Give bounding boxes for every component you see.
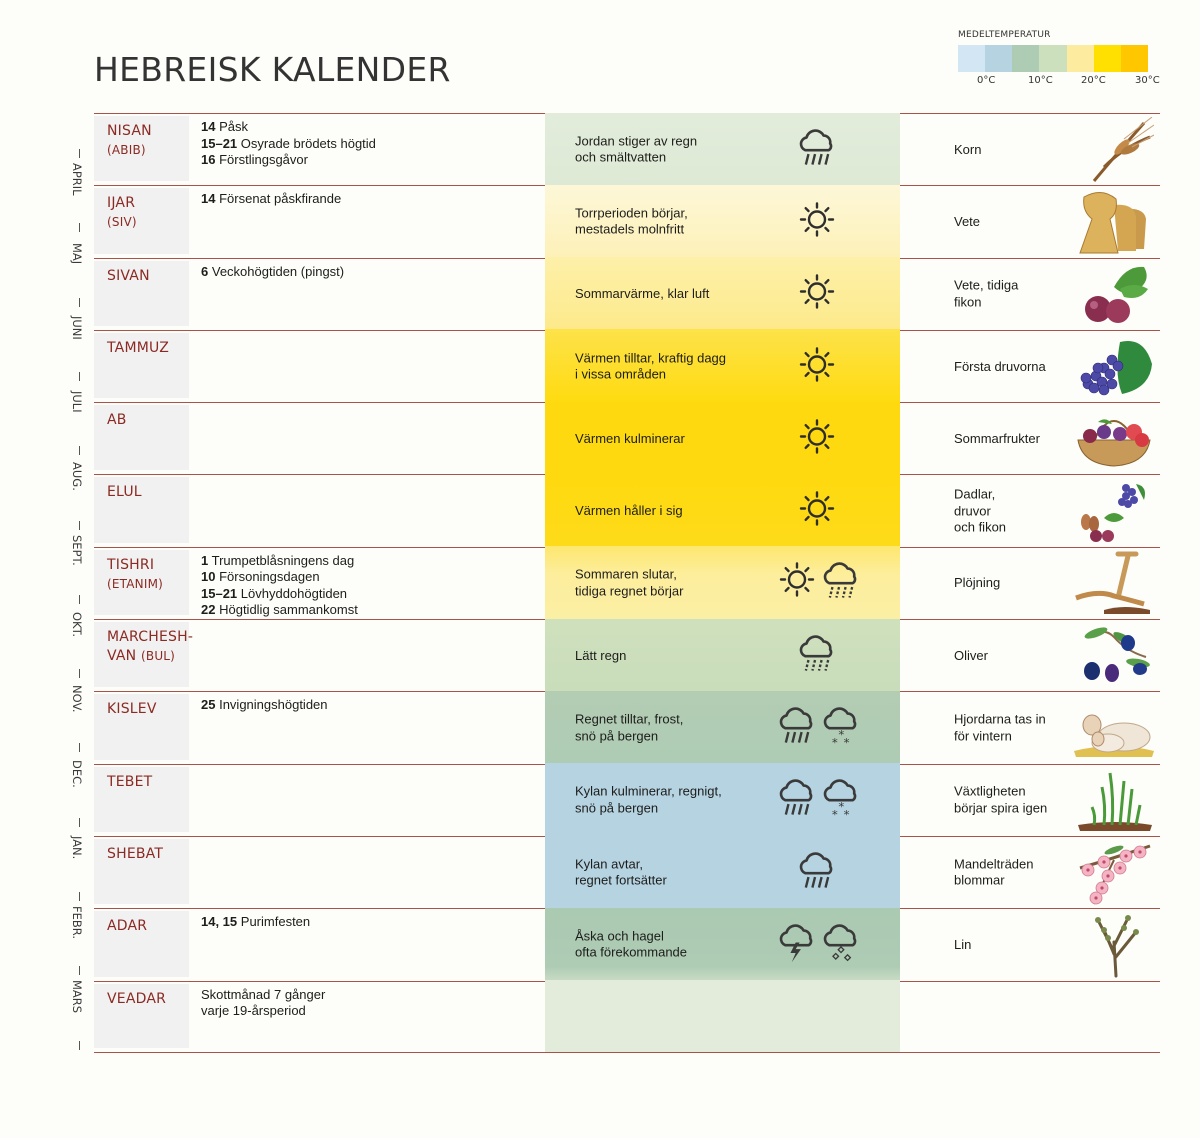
hebrew-month-name: AB bbox=[107, 412, 127, 429]
hebrew-month-name: TISHRI (ETANIM) bbox=[107, 556, 164, 591]
month-name-cell bbox=[94, 911, 189, 976]
legend-swatch bbox=[1094, 45, 1121, 72]
svg-text:*: * bbox=[843, 807, 850, 819]
hebrew-month-name: KISLEV bbox=[107, 701, 157, 718]
hebrew-month-name: TEBET bbox=[107, 773, 153, 790]
gregorian-tick bbox=[79, 521, 80, 530]
month-row bbox=[94, 764, 1160, 836]
month-name-cell bbox=[94, 694, 189, 759]
legend-swatch bbox=[1012, 45, 1039, 72]
calendar-table bbox=[94, 113, 1160, 1053]
legend-swatch bbox=[958, 45, 985, 72]
legend-swatch bbox=[985, 45, 1012, 72]
crop-description: Dadlar, druvor och fikon bbox=[954, 486, 1007, 535]
gregorian-month-label: APRIL bbox=[70, 162, 84, 196]
month-name-cell bbox=[94, 405, 189, 470]
sprouts-icon bbox=[1074, 767, 1154, 833]
gregorian-month-label: JULI bbox=[70, 391, 84, 413]
almond-blossom-icon bbox=[1074, 840, 1154, 906]
month-row bbox=[94, 402, 1160, 474]
crop-description: Vete, tidiga fikon bbox=[954, 277, 1019, 310]
weather-description: Lätt regn bbox=[575, 647, 627, 663]
gregorian-month-label: MARS bbox=[70, 979, 84, 1013]
festival-item: 15–21 Lövhyddohögtiden bbox=[201, 585, 348, 601]
weather-icons bbox=[797, 344, 837, 389]
rain-cloud-icon bbox=[797, 126, 837, 173]
legend-ticks bbox=[958, 75, 1168, 91]
month-name-cell bbox=[94, 333, 189, 398]
gregorian-tick bbox=[79, 372, 80, 381]
legend-tick: 20°C bbox=[1081, 75, 1106, 86]
dates-grapes-figs-icon bbox=[1074, 478, 1154, 544]
month-row bbox=[94, 474, 1160, 546]
weather-description: Kylan kulminerar, regnigt, snö på bergen bbox=[575, 783, 722, 816]
weather-icons bbox=[777, 921, 861, 968]
wheat-sheaves-icon bbox=[1074, 189, 1154, 255]
sun-icon bbox=[797, 489, 837, 534]
month-row bbox=[94, 691, 1160, 763]
crop-description: Korn bbox=[954, 141, 982, 157]
rain-cloud-icon bbox=[777, 777, 817, 824]
month-name-cell bbox=[94, 839, 189, 904]
gregorian-month-label: JAN. bbox=[70, 836, 84, 860]
crop-description: Lin bbox=[954, 936, 972, 952]
month-row bbox=[94, 330, 1160, 402]
month-name-cell bbox=[94, 477, 189, 542]
light-rain-cloud-icon bbox=[797, 632, 837, 679]
plow-icon bbox=[1074, 550, 1154, 616]
gregorian-tick bbox=[79, 818, 80, 827]
crop-description: Mandelträden blommar bbox=[954, 856, 1034, 888]
crop-description: Växtligheten börjar spira igen bbox=[954, 783, 1048, 816]
month-name-cell bbox=[94, 550, 189, 615]
weather-icons bbox=[797, 126, 837, 173]
month-row bbox=[94, 185, 1160, 257]
barley-icon bbox=[1074, 117, 1154, 183]
figs-icon bbox=[1074, 261, 1154, 327]
crop-description: Plöjning bbox=[954, 575, 1001, 591]
month-row bbox=[94, 547, 1160, 619]
hebrew-month-name: ADAR bbox=[107, 918, 148, 935]
legend-tick: 30°C bbox=[1135, 75, 1160, 86]
month-name-cell bbox=[94, 984, 189, 1048]
weather-icons bbox=[777, 777, 861, 824]
month-name-cell bbox=[94, 767, 189, 832]
gregorian-tick bbox=[79, 669, 80, 678]
hebrew-month-name: TAMMUZ bbox=[107, 339, 169, 356]
flax-icon bbox=[1074, 912, 1154, 978]
hebrew-month-name: NISAN (ABIB) bbox=[107, 123, 152, 157]
weather-icons bbox=[797, 416, 837, 461]
gregorian-month-label: DEC. bbox=[70, 759, 84, 788]
gregorian-month-label: SEPT. bbox=[70, 535, 84, 567]
gregorian-tick bbox=[79, 298, 80, 307]
sun-icon bbox=[797, 344, 837, 389]
weather-icons bbox=[797, 849, 837, 896]
festival-item: varje 19-årsperiod bbox=[201, 1003, 306, 1019]
month-name-cell bbox=[94, 622, 194, 687]
legend-color-bar bbox=[958, 45, 1148, 72]
festival-item: 16 Förstlingsgåvor bbox=[201, 152, 308, 167]
festival-list bbox=[201, 119, 376, 169]
light-rain-cloud-icon bbox=[821, 560, 861, 607]
weather-description: Värmen håller i sig bbox=[575, 502, 683, 518]
thunder-cloud-icon bbox=[777, 921, 817, 968]
gregorian-tick bbox=[79, 595, 80, 604]
gregorian-tick bbox=[79, 966, 80, 975]
legend-swatch bbox=[1121, 45, 1148, 72]
sun-icon bbox=[797, 199, 837, 244]
weather-icons bbox=[777, 705, 861, 752]
festival-item: 25 Invigningshögtiden bbox=[201, 697, 328, 713]
rain-cloud-icon bbox=[777, 705, 817, 752]
festival-item: 14 Påsk bbox=[201, 119, 248, 134]
weather-icons bbox=[797, 489, 837, 534]
festival-item: 15–21 Osyrade brödets högtid bbox=[201, 135, 376, 151]
gregorian-tick bbox=[79, 223, 80, 232]
legend-swatch bbox=[1067, 45, 1094, 72]
hebrew-month-name: MARCHESH- VAN (BUL) bbox=[107, 629, 194, 665]
gregorian-tick bbox=[79, 149, 80, 158]
festival-item: 14, 15 Purimfesten bbox=[201, 914, 311, 930]
hebrew-month-name: IJAR (SIV) bbox=[107, 195, 137, 230]
month-row bbox=[94, 836, 1160, 908]
weather-description: Regnet tilltar, frost, snö på bergen bbox=[575, 711, 684, 744]
month-row bbox=[94, 908, 1160, 980]
weather-description: Sommaren slutar, tidiga regnet börjar bbox=[575, 566, 684, 599]
legend-tick: 10°C bbox=[1028, 75, 1053, 86]
sun-icon bbox=[797, 416, 837, 461]
festival-list bbox=[201, 914, 310, 931]
snow-cloud-icon bbox=[821, 705, 861, 752]
svg-text:*: * bbox=[838, 799, 845, 814]
crop-description: Sommarfrukter bbox=[954, 430, 1040, 446]
fruit-basket-icon bbox=[1074, 406, 1154, 472]
festival-list bbox=[201, 264, 344, 281]
sun-icon bbox=[797, 272, 837, 317]
snow-cloud-icon bbox=[821, 777, 861, 824]
svg-text:*: * bbox=[831, 807, 838, 819]
gregorian-month-label: AUG. bbox=[70, 461, 84, 491]
month-name-cell bbox=[94, 261, 189, 326]
festival-list bbox=[201, 697, 328, 714]
weather-description: Jordan stiger av regn och smältvatten bbox=[575, 133, 698, 165]
hebrew-month-name: SIVAN bbox=[107, 267, 150, 284]
weather-icons bbox=[797, 632, 837, 679]
gregorian-month-label: FEBR. bbox=[70, 905, 84, 939]
gregorian-tick bbox=[79, 1041, 80, 1050]
gregorian-tick bbox=[79, 743, 80, 752]
grapes-icon bbox=[1074, 334, 1154, 400]
weather-description: Sommarvärme, klar luft bbox=[575, 285, 710, 301]
legend-tick: 0°C bbox=[977, 75, 996, 86]
gregorian-tick bbox=[79, 892, 80, 901]
weather-description: Åska och hagel ofta förekommande bbox=[575, 928, 688, 960]
festival-item: 22 Högtidlig sammankomst bbox=[201, 602, 358, 618]
legend-title: MEDELTEMPERATUR bbox=[958, 30, 1051, 40]
weather-cell bbox=[545, 980, 900, 1052]
svg-text:*: * bbox=[843, 735, 850, 747]
gregorian-month-axis bbox=[62, 113, 92, 1053]
hail-cloud-icon bbox=[821, 921, 861, 968]
festival-item: 14 Försenat påskfirande bbox=[201, 191, 342, 207]
festival-list bbox=[201, 191, 341, 208]
gregorian-month-label: NOV. bbox=[70, 685, 84, 713]
month-name-cell bbox=[94, 188, 189, 253]
gregorian-month-label: JUNI bbox=[70, 315, 84, 340]
month-row bbox=[94, 258, 1160, 330]
weather-icons bbox=[797, 272, 837, 317]
gregorian-tick bbox=[79, 446, 80, 455]
weather-description: Kylan avtar, regnet fortsätter bbox=[575, 856, 667, 888]
temperature-legend bbox=[958, 30, 1168, 91]
weather-description: Värmen kulminerar bbox=[575, 430, 685, 446]
sun-icon bbox=[777, 560, 817, 607]
crop-description: Vete bbox=[954, 213, 981, 229]
svg-text:*: * bbox=[831, 735, 838, 747]
olives-icon bbox=[1074, 623, 1154, 689]
festival-item: Skottmånad 7 gånger bbox=[201, 986, 326, 1002]
hebrew-month-name: SHEBAT bbox=[107, 845, 164, 862]
festival-item: 10 Försoningsdagen bbox=[201, 569, 320, 585]
sheep-icon bbox=[1074, 695, 1154, 761]
festival-item: 6 Veckohögtiden (pingst) bbox=[201, 263, 345, 279]
month-row bbox=[94, 113, 1160, 185]
crop-description: Första druvorna bbox=[954, 358, 1046, 374]
hebrew-month-name: ELUL bbox=[107, 484, 142, 501]
rain-cloud-icon bbox=[797, 849, 837, 896]
weather-description: Värmen tilltar, kraftig dagg i vissa områden bbox=[575, 350, 727, 382]
svg-text:*: * bbox=[838, 727, 845, 742]
festival-list bbox=[201, 987, 325, 1020]
weather-icons bbox=[777, 560, 861, 607]
festival-list bbox=[201, 553, 358, 619]
gregorian-month-label: OKT. bbox=[70, 612, 84, 638]
month-row bbox=[94, 981, 1160, 1053]
page-title: HEBREISK KALENDER bbox=[94, 50, 451, 89]
legend-swatch bbox=[1039, 45, 1066, 72]
weather-icons bbox=[797, 199, 837, 244]
festival-item: 1 Trumpetblåsningens dag bbox=[201, 552, 355, 568]
crop-description: Hjordarna tas in för vintern bbox=[954, 711, 1046, 744]
month-name-cell bbox=[94, 116, 189, 181]
hebrew-month-name: VEADAR bbox=[107, 990, 167, 1007]
gregorian-month-label: MAJ bbox=[70, 242, 84, 265]
month-row bbox=[94, 619, 1160, 691]
crop-description: Oliver bbox=[954, 647, 988, 663]
weather-description: Torrperioden börjar, mestadels molnfritt bbox=[575, 205, 688, 237]
